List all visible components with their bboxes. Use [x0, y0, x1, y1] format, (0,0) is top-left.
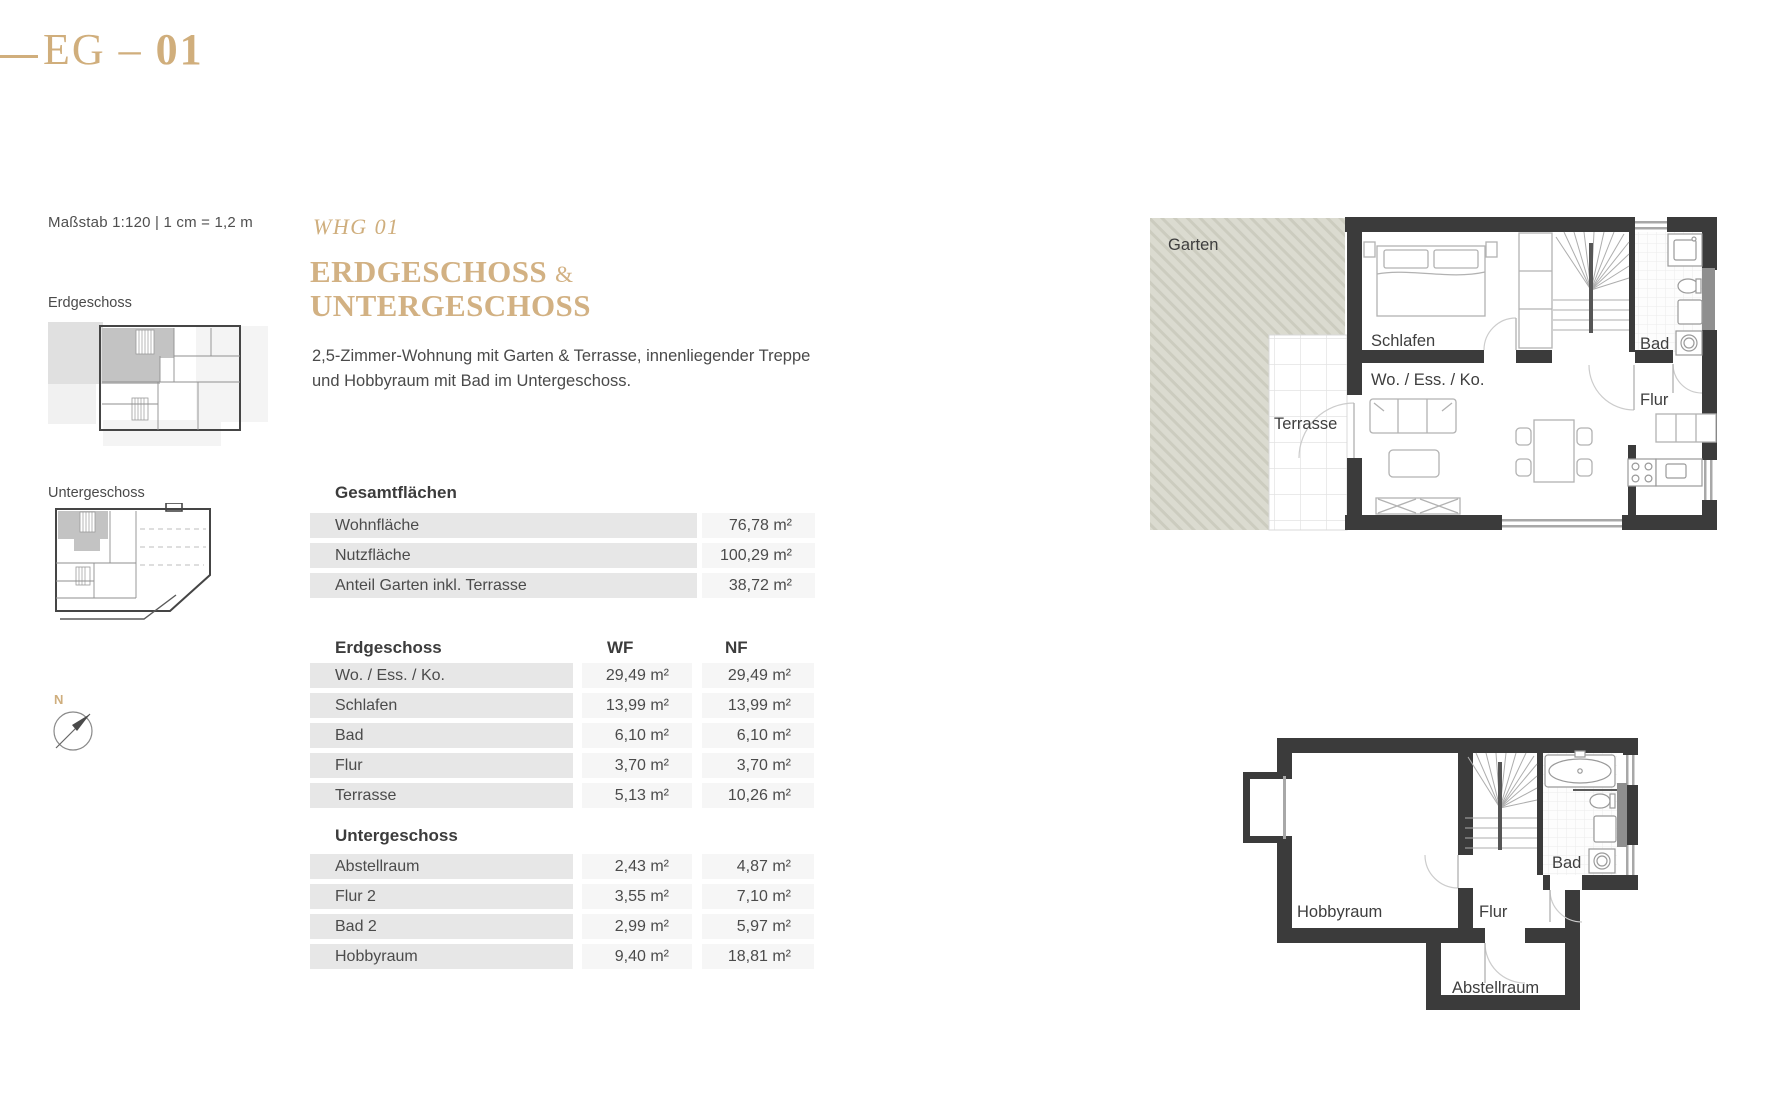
row-label: Hobbyraum — [310, 944, 573, 969]
unit-label: WHG 01 — [313, 214, 400, 239]
sofa — [1370, 399, 1456, 433]
row-label: Wohnfläche — [310, 513, 697, 538]
area-tables — [310, 483, 820, 969]
row-wf: 3,70 m² — [582, 753, 692, 778]
col-header-nf: NF — [725, 638, 748, 657]
description-line1: 2,5-Zimmer-Wohnung mit Garten & Terrasse, innenliegender Treppe — [312, 347, 811, 365]
page-title-dash: – — [118, 25, 143, 74]
thumb-garden-patch — [48, 322, 103, 384]
eg-thumbnail-label: Erdgeschoss — [48, 295, 132, 311]
row-value: 100,29 m² — [702, 543, 815, 568]
row-label: Abstellraum — [310, 854, 573, 879]
staircase — [1465, 753, 1537, 850]
compass-needle — [72, 714, 90, 731]
wardrobe — [1519, 233, 1552, 348]
header-accent-rule — [0, 55, 38, 58]
bed — [1364, 242, 1497, 316]
row-wf: 13,99 m² — [582, 693, 692, 718]
thumb-garage-lines — [140, 529, 206, 565]
eg-row — [310, 663, 820, 688]
row-nf: 18,81 m² — [702, 944, 814, 969]
room-label-bad: Bad — [1552, 854, 1582, 872]
page-title — [43, 26, 204, 74]
totals-row — [310, 543, 820, 568]
eg-table-header — [310, 638, 820, 658]
row-nf: 3,70 m² — [702, 753, 814, 778]
eg-row — [310, 753, 820, 778]
scale-note: Maßstab 1:120 | 1 cm = 1,2 m — [48, 214, 254, 231]
row-nf: 4,87 m² — [702, 854, 814, 879]
row-label: Bad — [310, 723, 573, 748]
page-title-number: 01 — [155, 25, 204, 74]
room-label-wohnen: Wo. / Ess. / Ko. — [1371, 371, 1485, 389]
row-nf: 6,10 m² — [702, 723, 814, 748]
floorplan-erdgeschoss — [1140, 208, 1730, 540]
description-line2: und Hobbyraum mit Bad im Untergeschoss. — [312, 372, 632, 390]
ug-row — [310, 944, 820, 969]
room-label-flur: Flur — [1479, 903, 1508, 921]
ug-row — [310, 884, 820, 909]
row-nf: 5,97 m² — [702, 914, 814, 939]
row-nf: 7,10 m² — [702, 884, 814, 909]
row-label: Flur — [310, 753, 573, 778]
row-label: Terrasse — [310, 783, 573, 808]
row-nf: 10,26 m² — [702, 783, 814, 808]
eg-row — [310, 693, 820, 718]
staircase — [1553, 232, 1629, 333]
ug-row — [310, 854, 820, 879]
ug-thumbnail-plan — [48, 503, 248, 625]
room-label-bad: Bad — [1640, 335, 1670, 353]
room-label-abstellraum: Abstellraum — [1452, 979, 1540, 997]
row-label: Wo. / Ess. / Ko. — [310, 663, 573, 688]
compass-n-label: N — [54, 692, 64, 707]
dining-set — [1516, 420, 1592, 482]
totals-heading: Gesamtflächen — [335, 483, 457, 502]
row-value: 38,72 m² — [702, 573, 815, 598]
row-wf: 29,49 m² — [582, 663, 692, 688]
room-label-terrasse: Terrasse — [1274, 415, 1338, 433]
eg-row — [310, 783, 820, 808]
heading-ampersand: & — [555, 262, 574, 287]
eg-table-heading: Erdgeschoss — [335, 638, 442, 657]
ug-table-heading: Untergeschoss — [335, 826, 458, 845]
totals-row — [310, 513, 820, 538]
row-label: Anteil Garten inkl. Terrasse — [310, 573, 697, 598]
eg-row — [310, 723, 820, 748]
row-wf: 9,40 m² — [582, 944, 692, 969]
heading-line1: ERDGESCHOSS — [310, 254, 547, 289]
row-wf: 5,13 m² — [582, 783, 692, 808]
row-label: Bad 2 — [310, 914, 573, 939]
page-title-code: EG — [43, 25, 106, 74]
main-heading — [310, 256, 591, 321]
row-wf: 6,10 m² — [582, 723, 692, 748]
row-value: 76,78 m² — [702, 513, 815, 538]
ug-thumbnail-label: Untergeschoss — [48, 485, 145, 501]
room-label-flur: Flur — [1640, 391, 1669, 409]
hall-wardrobe — [1656, 414, 1716, 442]
room-label-hobbyraum: Hobbyraum — [1297, 903, 1383, 921]
room-label-schlafen: Schlafen — [1371, 332, 1436, 350]
eg-thumbnail-plan — [48, 320, 268, 448]
row-nf: 13,99 m² — [702, 693, 814, 718]
thumb-retaining-wall — [60, 595, 176, 619]
row-label: Schlafen — [310, 693, 573, 718]
row-wf: 3,55 m² — [582, 884, 692, 909]
room-label-garten: Garten — [1168, 236, 1219, 254]
floorplan-untergeschoss — [1235, 730, 1645, 1020]
row-label: Flur 2 — [310, 884, 573, 909]
description — [312, 344, 810, 394]
col-header-wf: WF — [607, 638, 634, 657]
heading-line2: UNTERGESCHOSS — [310, 288, 591, 323]
row-wf: 2,43 m² — [582, 854, 692, 879]
compass — [46, 688, 100, 762]
totals-row — [310, 573, 820, 598]
coffee-table — [1389, 450, 1439, 477]
row-nf: 29,49 m² — [702, 663, 814, 688]
row-label: Nutzfläche — [310, 543, 697, 568]
row-wf: 2,99 m² — [582, 914, 692, 939]
shower-duct-band — [1702, 268, 1715, 330]
ug-row — [310, 914, 820, 939]
